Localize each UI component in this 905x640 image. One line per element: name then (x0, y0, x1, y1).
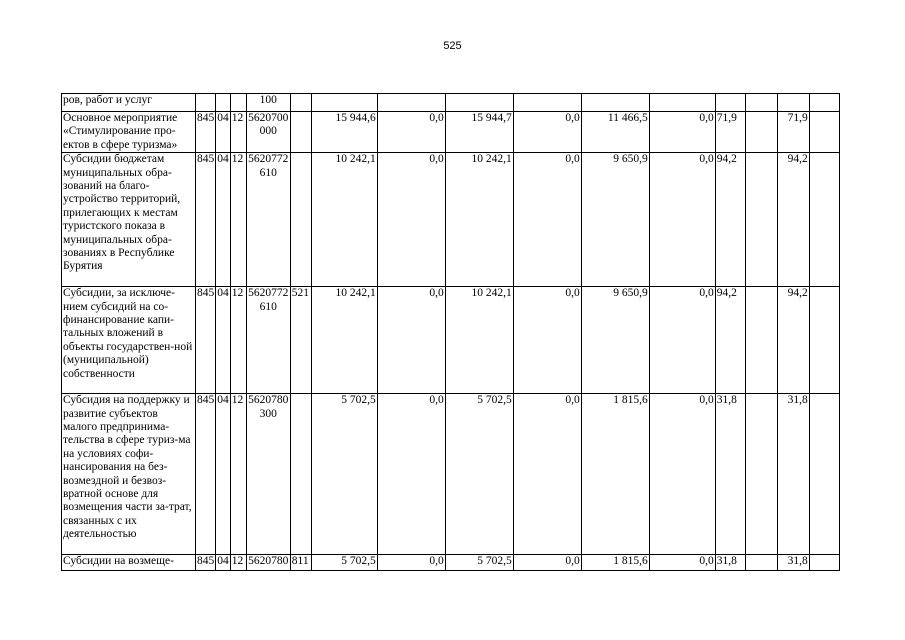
amount-cell-2: 0,0 (377, 555, 445, 571)
admin-code-cell: 845 (196, 555, 216, 571)
amount-cell-5: 9 650,9 (581, 287, 649, 394)
empty-cell (809, 555, 839, 571)
section-code-cell: 04 (216, 287, 231, 394)
amount-cell-3: 10 242,1 (445, 287, 513, 394)
amount-cell-2: 0,0 (377, 287, 445, 394)
amount-cell-5: 1 815,6 (581, 394, 649, 555)
amount-cell-5: 9 650,9 (581, 153, 649, 287)
amount-cell-4: 0,0 (513, 112, 581, 153)
percent-cell-2: 71,9 (777, 112, 809, 153)
subsection-code-cell (230, 94, 246, 112)
admin-code-cell (196, 94, 216, 112)
percent-cell-1: 31,8 (715, 555, 745, 571)
name-cell: Субсидии на возмеще- (62, 555, 196, 571)
expense-type-cell: 521 (290, 287, 311, 394)
percent-cell-1 (715, 94, 745, 112)
section-code-cell: 04 (216, 555, 231, 571)
amount-cell-6: 0,0 (649, 555, 715, 571)
percent-cell-2 (777, 94, 809, 112)
amount-cell-4: 0,0 (513, 555, 581, 571)
subsection-code-cell: 12 (230, 112, 246, 153)
percent-cell-2: 31,8 (777, 555, 809, 571)
target-article-cell: 5620772 610 (246, 287, 290, 394)
empty-cell (745, 394, 777, 555)
empty-cell (745, 555, 777, 571)
percent-cell-1: 71,9 (715, 112, 745, 153)
name-cell: Субсидии, за исключе-нием субсидий на со-финансирование капи-тальных вложений в объекты государствен-ной (муниципальной) собственности (62, 287, 196, 394)
budget-table (61, 93, 840, 571)
subsection-code-cell: 12 (230, 555, 246, 571)
expense-type-cell (290, 394, 311, 555)
table-row (62, 112, 840, 153)
target-article-cell: 5620780 (246, 555, 290, 571)
amount-cell-5 (581, 94, 649, 112)
amount-cell-2: 0,0 (377, 394, 445, 555)
percent-cell-1: 94,2 (715, 287, 745, 394)
table-row (62, 555, 840, 571)
amount-cell-6: 0,0 (649, 153, 715, 287)
amount-cell-6: 0,0 (649, 394, 715, 555)
table-row (62, 94, 840, 112)
expense-type-cell: 811 (290, 555, 311, 571)
table-row (62, 287, 840, 394)
amount-cell-3: 10 242,1 (445, 153, 513, 287)
empty-cell (809, 112, 839, 153)
amount-cell-1: 5 702,5 (311, 394, 377, 555)
amount-cell-6: 0,0 (649, 112, 715, 153)
target-article-cell: 5620700 000 (246, 112, 290, 153)
section-code-cell (216, 94, 231, 112)
amount-cell-2: 0,0 (377, 112, 445, 153)
subsection-code-cell: 12 (230, 394, 246, 555)
amount-cell-5: 11 466,5 (581, 112, 649, 153)
amount-cell-4: 0,0 (513, 153, 581, 287)
empty-cell (809, 94, 839, 112)
empty-cell (745, 94, 777, 112)
amount-cell-2 (377, 94, 445, 112)
target-article-cell: 100 (246, 94, 290, 112)
subsection-code-cell: 12 (230, 287, 246, 394)
admin-code-cell: 845 (196, 394, 216, 555)
empty-cell (809, 153, 839, 287)
amount-cell-5: 1 815,6 (581, 555, 649, 571)
section-code-cell: 04 (216, 153, 231, 287)
admin-code-cell: 845 (196, 287, 216, 394)
amount-cell-3: 5 702,5 (445, 394, 513, 555)
amount-cell-2: 0,0 (377, 153, 445, 287)
amount-cell-3: 15 944,7 (445, 112, 513, 153)
target-article-cell: 5620772 610 (246, 153, 290, 287)
empty-cell (745, 287, 777, 394)
percent-cell-2: 94,2 (777, 153, 809, 287)
amount-cell-1: 15 944,6 (311, 112, 377, 153)
empty-cell (809, 287, 839, 394)
amount-cell-4: 0,0 (513, 394, 581, 555)
section-code-cell: 04 (216, 112, 231, 153)
amount-cell-6 (649, 94, 715, 112)
name-cell: Субсидия на поддержку и развитие субъектов малого предпринима-тельства в сфере туриз-ма на условиях софи-нансирования на без-возмездной и безвоз-вратной основе для возмещения части за-трат, связанных с их деятельностью (62, 394, 196, 555)
table-row (62, 153, 840, 287)
expense-type-cell (290, 112, 311, 153)
page-number: 525 (443, 40, 462, 52)
amount-cell-6: 0,0 (649, 287, 715, 394)
section-code-cell: 04 (216, 394, 231, 555)
empty-cell (745, 112, 777, 153)
percent-cell-2: 94,2 (777, 287, 809, 394)
amount-cell-3: 5 702,5 (445, 555, 513, 571)
expense-type-cell (290, 153, 311, 287)
empty-cell (809, 394, 839, 555)
amount-cell-4 (513, 94, 581, 112)
amount-cell-3 (445, 94, 513, 112)
admin-code-cell: 845 (196, 112, 216, 153)
amount-cell-1: 5 702,5 (311, 555, 377, 571)
amount-cell-4: 0,0 (513, 287, 581, 394)
subsection-code-cell: 12 (230, 153, 246, 287)
amount-cell-1: 10 242,1 (311, 287, 377, 394)
name-cell: Основное мероприятие «Стимулирование про-ектов в сфере туризма» (62, 112, 196, 153)
amount-cell-1 (311, 94, 377, 112)
admin-code-cell: 845 (196, 153, 216, 287)
table-row (62, 394, 840, 555)
percent-cell-1: 31,8 (715, 394, 745, 555)
name-cell: Субсидии бюджетам муниципальных обра-зований на благо-устройство территорий, прилегающих к местам туристского показа в муниципальных обра-зованиях в Республике Бурятия (62, 153, 196, 287)
percent-cell-1: 94,2 (715, 153, 745, 287)
empty-cell (745, 153, 777, 287)
name-cell: ров, работ и услуг (62, 94, 196, 112)
expense-type-cell (290, 94, 311, 112)
percent-cell-2: 31,8 (777, 394, 809, 555)
target-article-cell: 5620780 300 (246, 394, 290, 555)
amount-cell-1: 10 242,1 (311, 153, 377, 287)
